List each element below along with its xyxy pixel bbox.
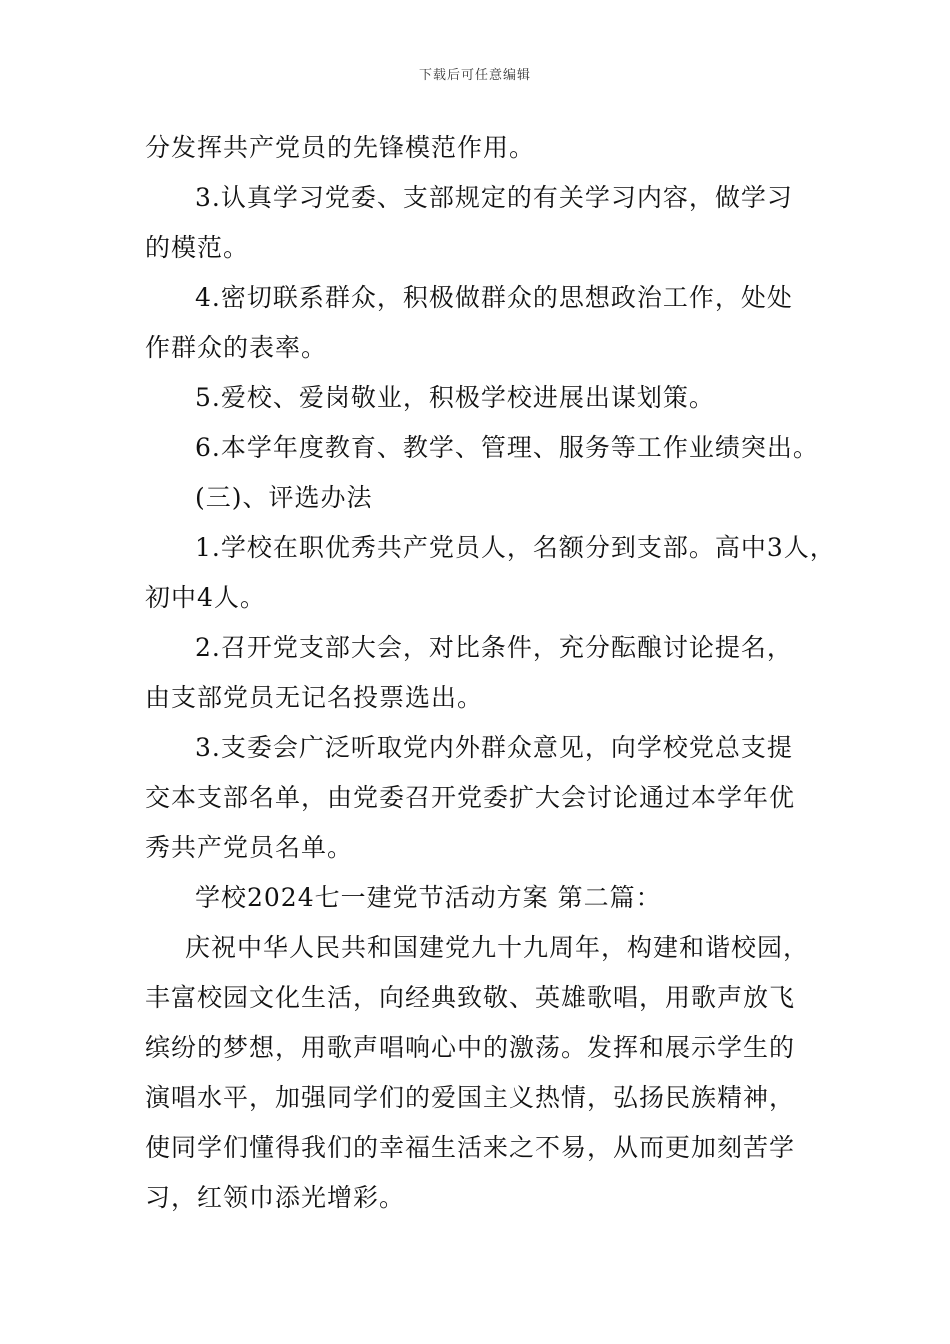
text-line: 的模范。 xyxy=(145,233,250,262)
text-line: 1.学校在职优秀共产党员人，名额分到支部。高中3人， xyxy=(195,533,836,562)
text-line: 演唱水平，加强同学们的爱国主义热情，弘扬民族精神， xyxy=(145,1083,796,1112)
text-line: 庆祝中华人民共和国建党九十九周年，构建和谐校园， xyxy=(185,933,810,962)
document-body xyxy=(145,126,836,1226)
text-line: 3.认真学习党委、支部规定的有关学习内容，做学习 xyxy=(195,183,793,212)
text-line: 由支部党员无记名投票选出。 xyxy=(145,683,484,712)
text-line: 3.支委会广泛听取党内外群众意见，向学校党总支提 xyxy=(195,733,793,762)
text-line: 使同学们懂得我们的幸福生活来之不易，从而更加刻苦学 xyxy=(145,1133,796,1162)
text-line: 2.召开党支部大会，对比条件，充分酝酿讨论提名， xyxy=(195,633,793,662)
text-line: 分发挥共产党员的先锋模范作用。 xyxy=(145,133,536,162)
text-line: 6.本学年度教育、教学、管理、服务等工作业绩突出。 xyxy=(195,433,819,462)
text-line: 交本支部名单，由党委召开党委扩大会讨论通过本学年优 xyxy=(145,783,796,812)
text-line: 丰富校园文化生活，向经典致敬、英雄歌唱，用歌声放飞 xyxy=(145,983,796,1012)
section-heading: (三)、评选办法 xyxy=(195,483,373,512)
text-line: 习，红领巾添光增彩。 xyxy=(145,1183,406,1212)
text-line: 缤纷的梦想，用歌声唱响心中的激荡。发挥和展示学生的 xyxy=(145,1033,796,1062)
text-line: 5.爱校、爱岗敬业，积极学校进展出谋划策。 xyxy=(195,383,715,412)
text-line: 秀共产党员名单。 xyxy=(145,833,354,862)
text-line: 4.密切联系群众，积极做群众的思想政治工作，处处 xyxy=(195,283,793,312)
page-header: 下载后可任意编辑 xyxy=(418,68,531,83)
text-line: 作群众的表率。 xyxy=(145,333,328,362)
text-line: 初中4人。 xyxy=(145,583,266,612)
section-title: 学校2024七一建党节活动方案 第二篇： xyxy=(195,883,662,912)
